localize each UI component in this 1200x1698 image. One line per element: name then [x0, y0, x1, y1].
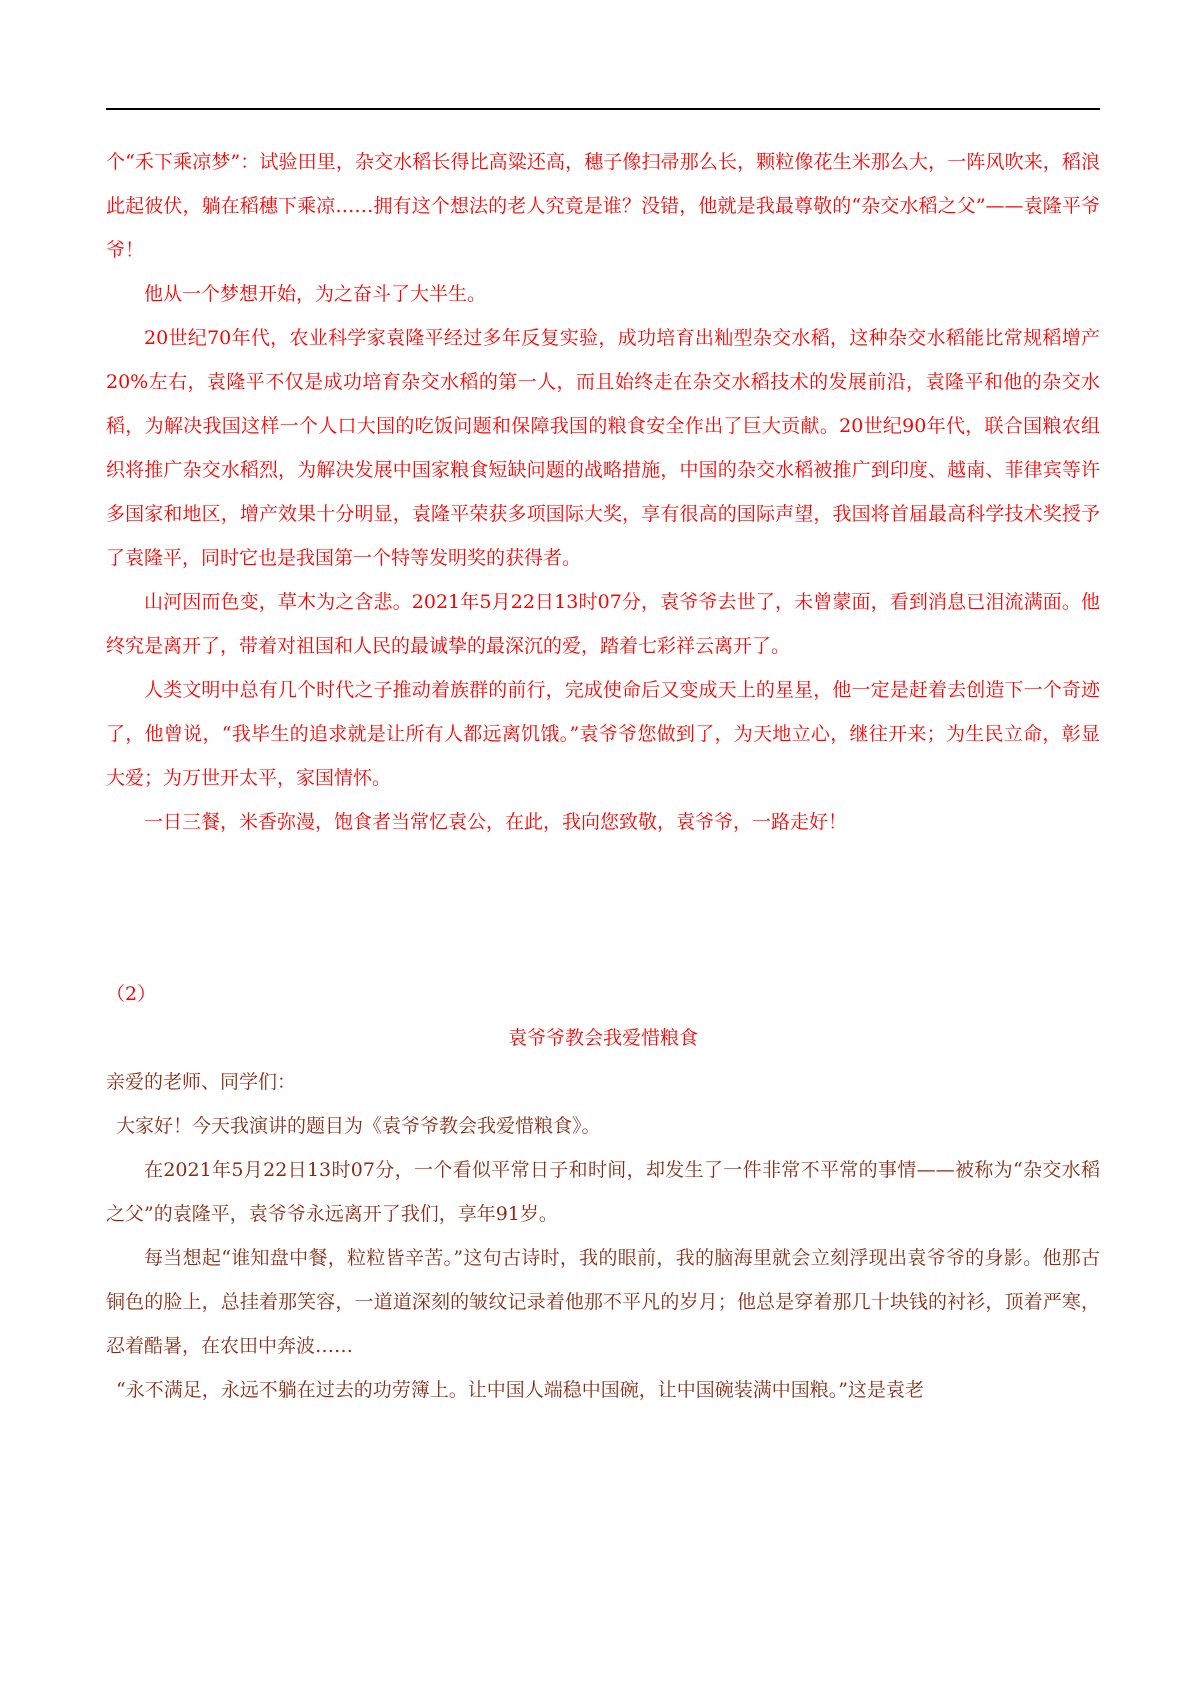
document-page	[106, 140, 1100, 1412]
section-2	[106, 972, 1100, 1412]
section-gap	[106, 844, 1100, 972]
paragraph-farewell: 一日三餐，米香弥漫，饱食者当常忆袁公，在此，我向您致敬，袁爷爷，一路走好！	[144, 811, 848, 833]
paragraph-legacy: 人类文明中总有几个时代之子推动着族群的前行，完成使命后又变成天上的星星，他一定是赶着去创造下一个奇迹了，他曾说，“我毕生的追求就是让所有人都远离饥饿。”袁爷爷您做到了，为天地立心，继往开来；为生民立命，彰显大爱；为万世开太平，家国情怀。	[106, 679, 1100, 789]
greeting: 大家好！今天我演讲的题目为《袁爷爷教会我爱惜粮食》。	[116, 1115, 601, 1137]
section-1	[106, 140, 1100, 844]
paragraph-date: 在2021年5月22日13时07分，一个看似平常日子和时间，却发生了一件非常不平常的事情——被称为“杂交水稻之父”的袁隆平，袁爷爷永远离开了我们，享年91岁。	[106, 1159, 1100, 1225]
paragraph-passing: 山河因而色变，草木为之含悲。2021年5月22日13时07分，袁爷爷去世了，未曾蒙面，看到消息已泪流满面。他终究是离开了，带着对祖国和人民的最诚挚的最深沉的爱，踏着七彩祥云离开了。	[106, 591, 1100, 657]
paragraph-quote: “永不满足，永远不躺在过去的功劳簿上。让中国人端稳中国碗，让中国碗装满中国粮。”这是袁老	[116, 1379, 924, 1401]
salutation: 亲爱的老师、同学们：	[106, 1071, 297, 1093]
paragraph-dream-start: 他从一个梦想开始，为之奋斗了大半生。	[144, 283, 487, 305]
paragraph-dream: 个“禾下乘凉梦”：试验田里，杂交水稻长得比高粱还高，穗子像扫帚那么长，颗粒像花生米那么大，一阵风吹来，稻浪此起彼伏，躺在稻穗下乘凉……拥有这个想法的老人究竟是谁？没错，他就是我最尊敬的“杂交水稻之父”——袁隆平爷爷！	[106, 151, 1100, 261]
section-label: （2）	[106, 983, 157, 1005]
speech-title: 袁爷爷教会我爱惜粮食	[507, 1027, 698, 1049]
header-rule	[106, 108, 1100, 110]
paragraph-achievements: 20世纪70年代，农业科学家袁隆平经过多年反复实验，成功培育出籼型杂交水稻，这种杂交水稻能比常规稻增产20%左右，袁隆平不仅是成功培育杂交水稻的第一人，而且始终走在杂交水稻技术的发展前沿，袁隆平和他的杂交水稻，为解决我国这样一个人口大国的吃饭问题和保障我国的粮食安全作出了巨大贡献。20世纪90年代，联合国粮农组织将推广杂交水稻烈，为解决发展中国家粮食短缺问题的战略措施，中国的杂交水稻被推广到印度、越南、菲律宾等许多国家和地区，增产效果十分明显，袁隆平荣获多项国际大奖，享有很高的国际声望，我国将首届最高科学技术奖授予了袁隆平，同时它也是我国第一个特等发明奖的获得者。	[106, 327, 1100, 569]
paragraph-poem: 每当想起“谁知盘中餐，粒粒皆辛苦。”这句古诗时，我的眼前，我的脑海里就会立刻浮现出袁爷爷的身影。他那古铜色的脸上，总挂着那笑容，一道道深刻的皱纹记录着他那不平凡的岁月；他总是穿着那几十块钱的衬衫，顶着严寒，忍着酷暑，在农田中奔波……	[106, 1247, 1100, 1357]
